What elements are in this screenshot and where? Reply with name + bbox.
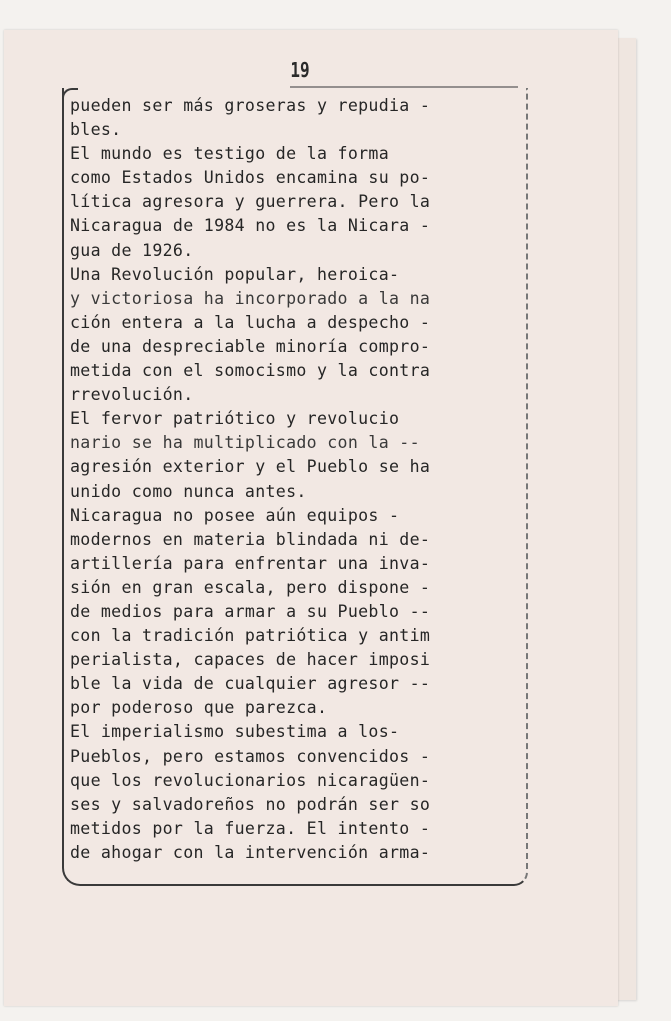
text-line: sión en gran escala, pero dispone - [70, 577, 431, 597]
text-line: de medios para armar a su Pueblo -- [70, 601, 431, 621]
page-number: 19 [290, 58, 310, 82]
text-line: El fervor patriótico y revolucio [70, 409, 400, 429]
body-text [70, 94, 522, 865]
text-line: unido como nunca antes. [70, 481, 307, 501]
text-line: metida con el somocismo y la contra [70, 361, 431, 381]
text-line: El imperialismo subestima a los- [70, 722, 400, 742]
text-line: y victoriosa ha incorporado a la na [70, 288, 431, 308]
text-line: Nicaragua de 1984 no es la Nicara - [70, 216, 431, 236]
text-line: perialista, capaces de hacer imposi [70, 650, 431, 670]
text-line: nario se ha multiplicado con la -- [70, 433, 420, 453]
text-line: Una Revolución popular, heroica- [70, 264, 400, 284]
text-line: metidos por la fuerza. El intento - [70, 818, 431, 838]
text-line: Pueblos, pero estamos convencidos - [70, 746, 431, 766]
text-line: El mundo es testigo de la forma [70, 144, 389, 164]
text-line: ción entera a la lucha a despecho - [70, 312, 431, 332]
text-line: Nicaragua no posee aún equipos - [70, 505, 400, 525]
text-line: pueden ser más groseras y repudia - [70, 96, 431, 115]
text-line: bles. [70, 120, 122, 140]
text-line: por poderoso que parezca. [70, 698, 328, 718]
text-line: modernos en materia blindada ni de- [70, 529, 431, 549]
text-line: que los revolucionarios nicaragüen- [70, 770, 431, 790]
text-line: con la tradición patriótica y antim [70, 626, 431, 646]
text-line: como Estados Unidos encamina su po- [70, 168, 431, 188]
text-line: artillería para enfrentar una inva- [70, 553, 431, 573]
text-line: rrevolución. [70, 385, 194, 405]
text-line: agresión exterior y el Pueblo se ha [70, 457, 431, 477]
text-line: ses y salvadoreños no podrán ser so [70, 794, 431, 814]
text-line: ble la vida de cualquier agresor -- [70, 674, 431, 694]
text-line: gua de 1926. [70, 240, 194, 260]
text-line: lítica agresora y guerrera. Pero la [70, 192, 431, 212]
text-line: de ahogar con la intervención arma- [70, 842, 431, 862]
text-line: de una despreciable minoría compro- [70, 336, 431, 356]
